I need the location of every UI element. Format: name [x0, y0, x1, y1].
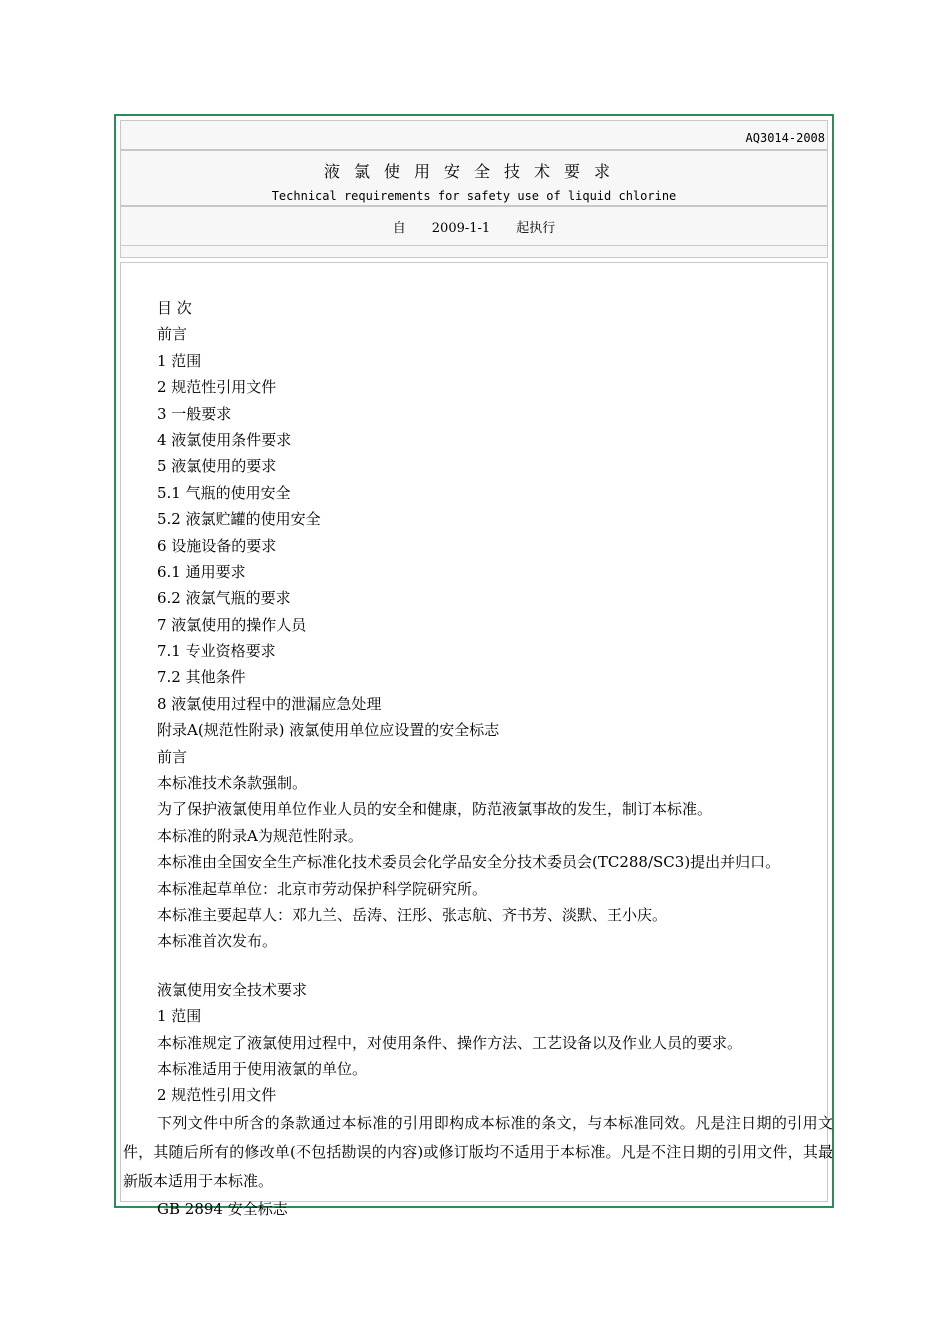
effective-date	[121, 217, 827, 236]
date-divider	[121, 245, 827, 246]
foreword-line: 本标准的附录A为规范性附录。	[157, 826, 363, 845]
content-box	[120, 262, 833, 1218]
foreword-heading: 前言	[157, 747, 188, 766]
section-heading: 2 规范性引用文件	[157, 1086, 277, 1105]
toc-item: 5.2 液氯贮罐的使用安全	[157, 510, 321, 529]
foreword-line: 本标准技术条款强制。	[157, 774, 308, 793]
title-english: Technical requirements for safety use of liquid chlorine	[271, 189, 677, 203]
document-title: 液氯使用安全技术要求	[157, 980, 308, 999]
toc-item: 5 液氯使用的要求	[157, 457, 277, 476]
standard-code-row	[120, 120, 828, 150]
toc-item: 7.1 专业资格要求	[157, 642, 276, 661]
foreword-line: 为了保护液氯使用单位作业人员的安全和健康，防范液氯事故的发生，制订本标准。	[157, 800, 713, 819]
toc-item: 5.1 气瓶的使用安全	[157, 483, 291, 502]
toc-item: 1 范围	[157, 351, 202, 370]
toc-item: 6.1 通用要求	[157, 562, 246, 581]
toc-item: 6 设施设备的要求	[157, 536, 277, 555]
section-line: 本标准适用于使用液氯的单位。	[157, 1059, 368, 1078]
section-heading: 1 范围	[157, 1007, 202, 1026]
title-row	[120, 150, 828, 206]
date-prefix: 自	[392, 221, 406, 236]
toc-item: 2 规范性引用文件	[157, 378, 277, 397]
toc-item: 前言	[157, 325, 188, 344]
toc-item: 4 液氯使用条件要求	[157, 430, 292, 449]
toc-item: 7 液氯使用的操作人员	[157, 615, 307, 634]
effective-date-row	[120, 206, 828, 258]
title-chinese: 液氯使用安全技术要求	[323, 162, 624, 181]
foreword-section	[157, 744, 833, 955]
foreword-line: 本标准首次发布。	[157, 932, 278, 951]
document-body	[123, 295, 833, 1222]
section-line: 本标准规定了液氯使用过程中，对使用条件、操作方法、工艺设备以及作业人员的要求。	[157, 1033, 743, 1052]
standard-code: AQ3014-2008	[745, 131, 825, 145]
toc-heading: 目 次	[157, 299, 192, 317]
date-value: 2009-1-1	[431, 221, 491, 236]
foreword-line: 本标准由全国安全生产标准化技术委员会化学品安全分技术委员会(TC288/SC3)提出并归口。	[157, 853, 781, 872]
toc-item: 8 液氯使用过程中的泄漏应急处理	[157, 694, 382, 713]
foreword-line: 本标准起草单位：北京市劳动保护科学院研究所。	[157, 879, 488, 898]
section-paragraph: 下列文件中所含的条款通过本标准的引用即构成本标准的条文，与本标准同效。凡是注日期的引用文件，其随后所有的修改单(不包括勘误的内容)或修订版均不适用于本标准。凡是不注日期的引用文件，其最新版本适用于本标准。	[123, 1113, 833, 1190]
toc-item: 3 一般要求	[157, 404, 232, 423]
main-section	[123, 977, 833, 1222]
date-suffix: 起执行	[516, 221, 556, 236]
toc-item: 附录A(规范性附录) 液氯使用单位应设置的安全标志	[157, 721, 500, 740]
toc-item: 6.2 液氯气瓶的要求	[157, 589, 291, 608]
reference-line: GB 2894 安全标志	[157, 1199, 288, 1218]
document-frame	[114, 114, 834, 1218]
table-of-contents	[157, 295, 833, 744]
toc-item: 7.2 其他条件	[157, 668, 246, 687]
foreword-line: 本标准主要起草人：邓九兰、岳涛、汪彤、张志航、齐书芳、淡默、王小庆。	[157, 905, 668, 924]
